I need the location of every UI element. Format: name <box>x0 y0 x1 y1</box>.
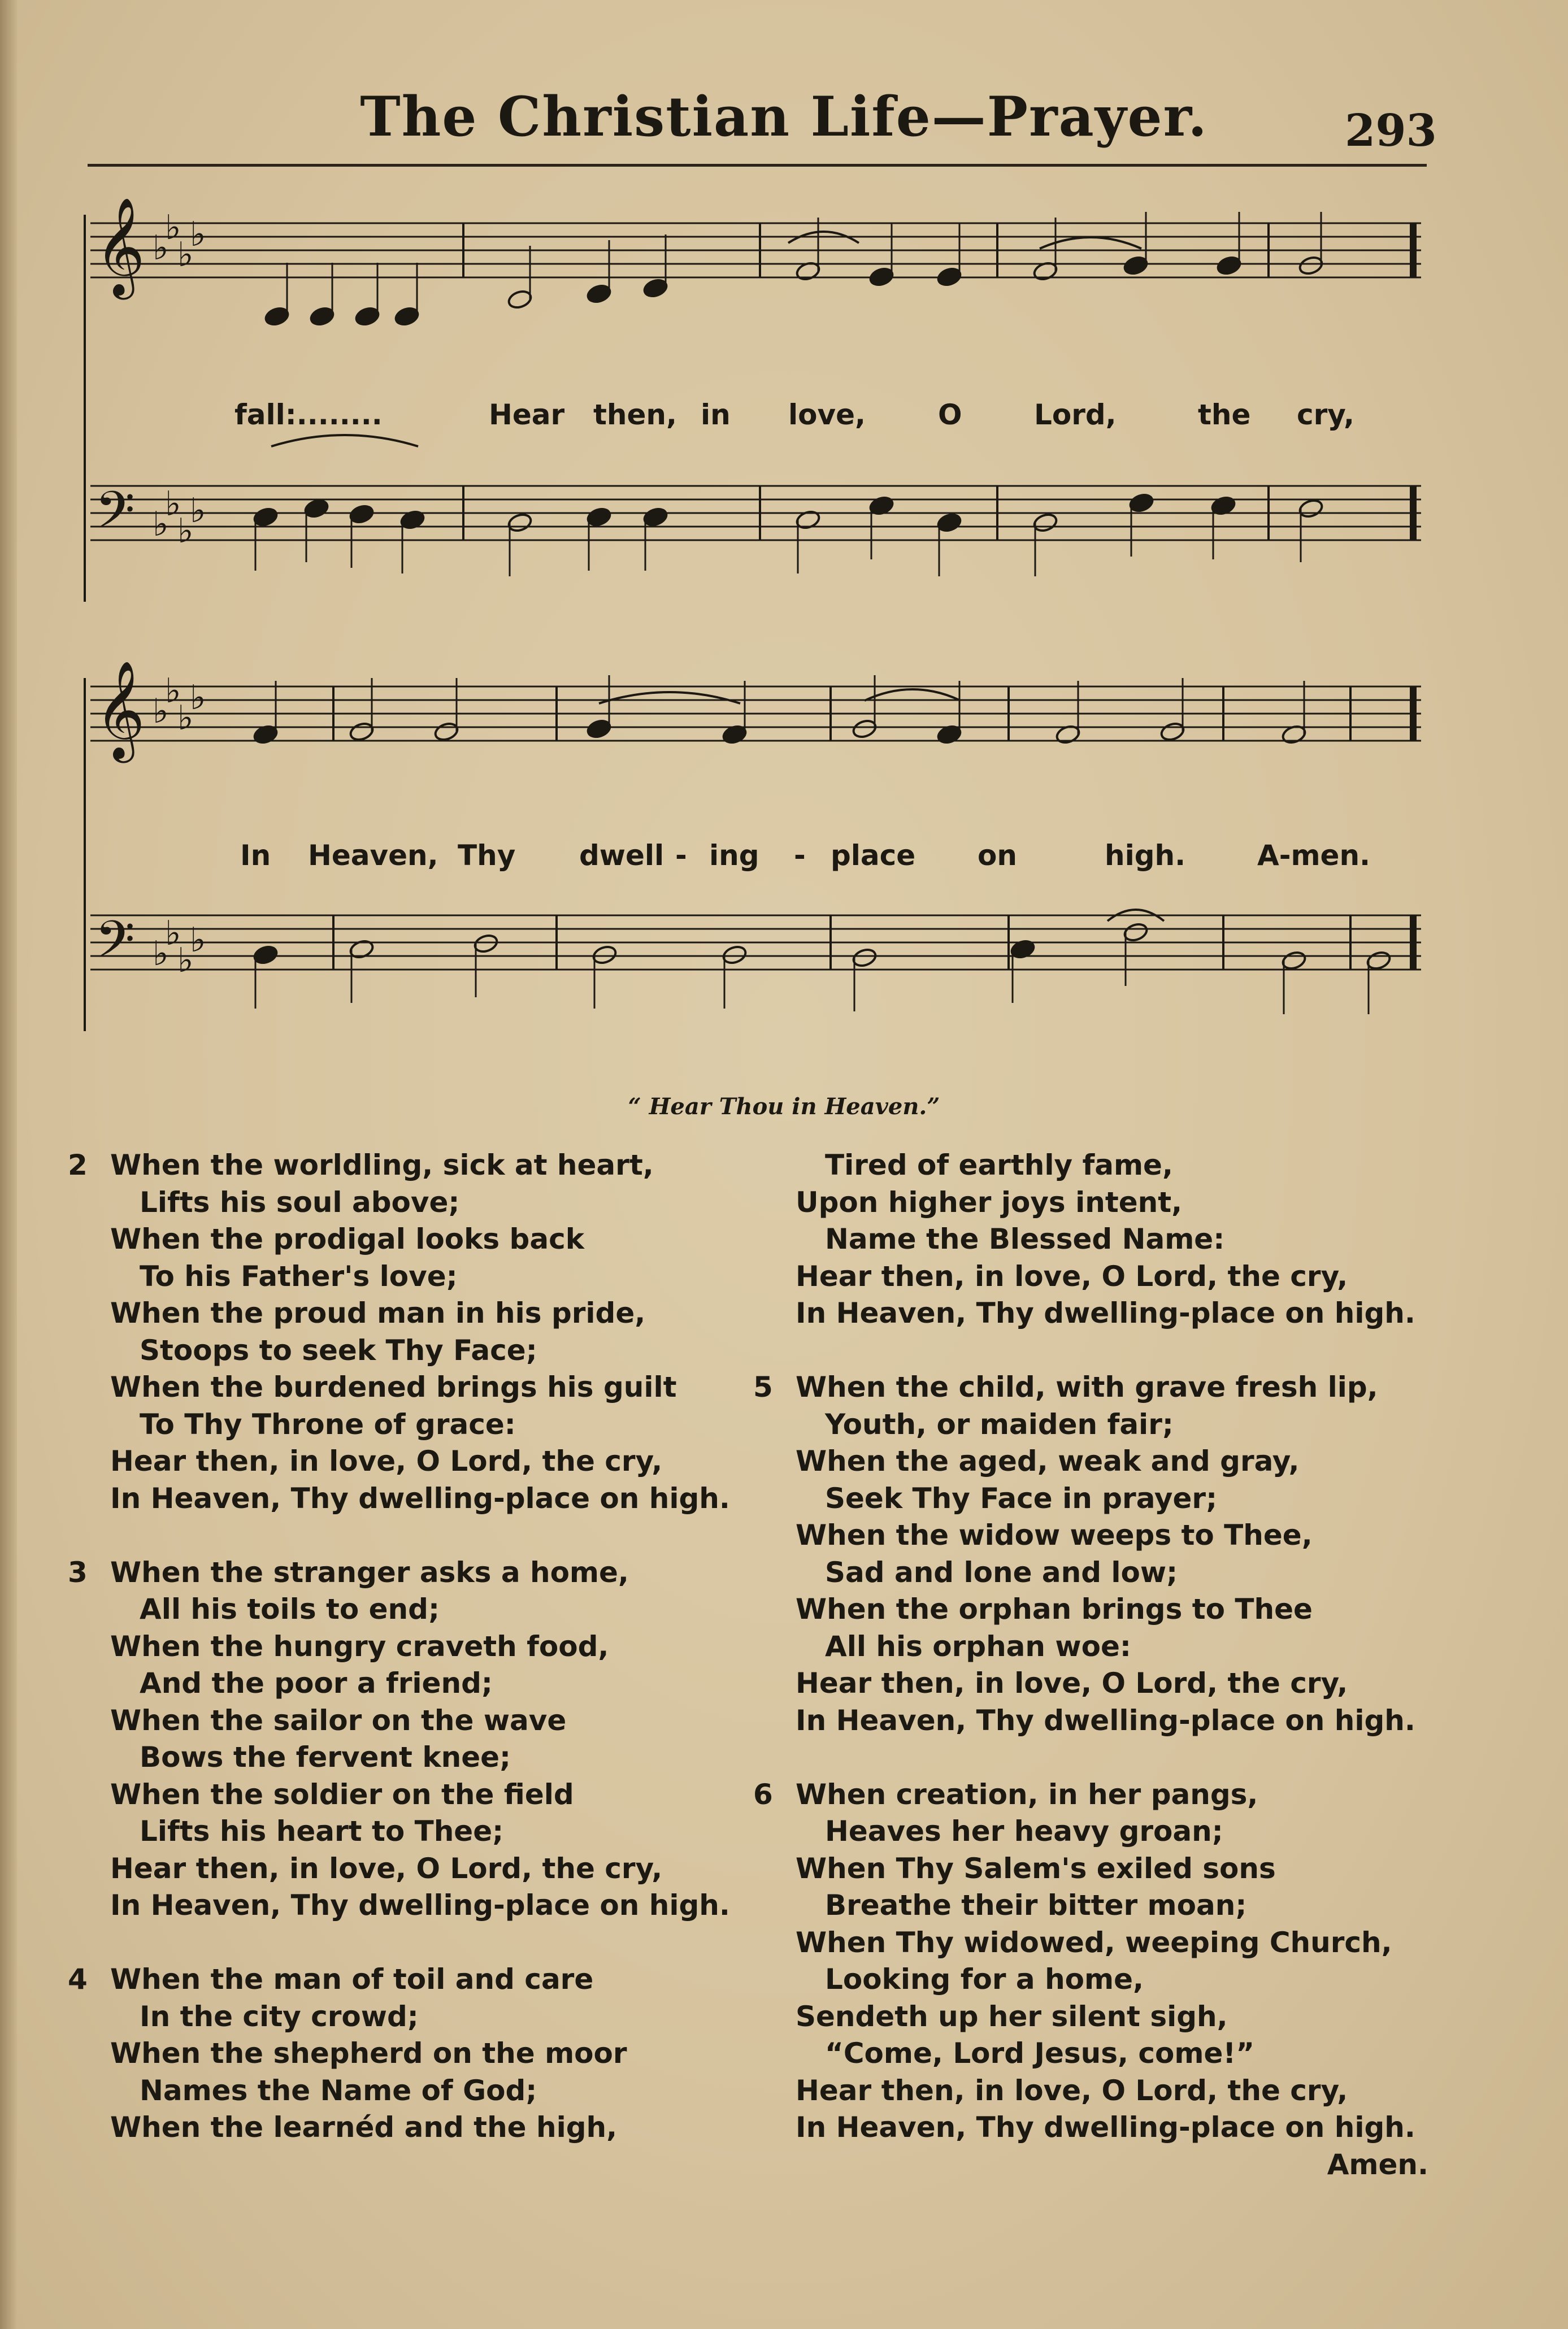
lyric-s1-2: then, <box>593 398 677 431</box>
bass-clef: 𝄢 <box>95 910 135 982</box>
notehead <box>507 512 533 533</box>
notehead <box>349 503 375 525</box>
verse-line: Sad and lone and low; <box>825 1555 1178 1589</box>
verse-line: All his toils to end; <box>140 1593 440 1626</box>
verse-line: When the proud man in his pride, <box>110 1297 646 1329</box>
verse-3 <box>68 1554 766 1924</box>
page-number: 293 <box>1345 105 1437 157</box>
verse-line: When the learnéd and the high, <box>110 2111 618 2144</box>
notehead <box>1298 498 1324 519</box>
lyric-s1-5: O <box>938 398 962 431</box>
final-barline <box>1410 223 1415 277</box>
verse-line: When the sailor on the wave <box>110 1704 567 1737</box>
verse-number: 2 <box>68 1149 88 1181</box>
notehead <box>303 498 329 519</box>
verse-line: In Heaven, Thy dwelling-place on high. <box>796 2111 1415 2144</box>
lyric-s2-7: place <box>831 839 916 872</box>
notehead <box>349 721 375 742</box>
flat-sign: ♭ <box>153 934 169 974</box>
flat-sign: ♭ <box>177 698 194 738</box>
flat-sign: ♭ <box>153 228 169 268</box>
verse-line: Names the Name of God; <box>140 2074 537 2107</box>
lyric-s1-6: Lord, <box>1034 398 1117 431</box>
notehead <box>1366 950 1392 971</box>
verse-line: Tired of earthly fame, <box>825 1149 1173 1181</box>
verse-line: Looking for a home, <box>825 1963 1144 1996</box>
flat-sign: ♭ <box>190 678 206 718</box>
notehead <box>592 944 618 966</box>
verses-right-column <box>753 1147 1451 2183</box>
final-barline <box>1410 686 1415 741</box>
flat-sign: ♭ <box>177 511 194 551</box>
verse-line: When the orphan brings to Thee <box>796 1593 1313 1626</box>
verse-line: When the worldling, sick at heart, <box>110 1149 654 1181</box>
notehead <box>868 266 894 288</box>
verse-line: When the prodigal looks back <box>110 1223 584 1255</box>
flat-sign: ♭ <box>153 692 169 731</box>
verse-line: Lifts his heart to Thee; <box>140 1815 504 1848</box>
lyric-s2-6: - <box>794 839 806 872</box>
final-barline <box>1410 486 1415 540</box>
verse-line: Stoops to seek Thy Face; <box>140 1333 537 1367</box>
lyric-s1-8: cry, <box>1297 398 1355 431</box>
verse-line: When the aged, weak and gray, <box>796 1445 1300 1478</box>
verse-line: When the soldier on the field <box>110 1778 574 1811</box>
notehead <box>309 306 335 327</box>
verse-line: Name the Blessed Name: <box>825 1223 1225 1255</box>
verse-4 <box>68 1961 766 2146</box>
flat-sign: ♭ <box>177 235 194 275</box>
lyric-s2-2: Thy <box>458 839 516 872</box>
verse-line: And the poor a friend; <box>140 1667 493 1700</box>
verse-line: In Heaven, Thy dwelling-place on high. <box>110 1481 730 1515</box>
notehead <box>507 289 533 310</box>
verse-line: In Heaven, Thy dwelling-place on high. <box>110 1889 730 1922</box>
lyric-s1-4: love, <box>788 398 866 431</box>
notehead <box>354 306 380 327</box>
verses-left-column <box>68 1147 766 2146</box>
slur <box>599 692 740 703</box>
verse-line: Hear then, in love, O Lord, the cry, <box>796 1259 1348 1293</box>
page-title: The Christian Life—Prayer. <box>360 85 1208 149</box>
lyric-s2-1: Heaven, <box>308 839 438 872</box>
slur <box>271 435 418 446</box>
notehead <box>253 506 279 528</box>
verse-line: When creation, in her pangs, <box>796 1778 1258 1811</box>
verse-line: Lifts his soul above; <box>140 1185 460 1219</box>
lyric-s1-7: the <box>1198 398 1251 431</box>
treble-clef: 𝄞 <box>95 661 145 759</box>
treble-clef: 𝄞 <box>95 197 145 296</box>
notehead <box>433 721 459 742</box>
verse-line: In the city crowd; <box>140 2000 419 2033</box>
verse-line: When the hungry craveth food, <box>110 1630 609 1663</box>
flat-sign: ♭ <box>177 941 194 980</box>
verse-line: To his Father's love; <box>140 1259 458 1293</box>
verse-line: In Heaven, Thy dwelling-place on high. <box>796 1704 1415 1737</box>
notehead <box>586 718 612 740</box>
bass-clef: 𝄢 <box>95 480 135 553</box>
notehead <box>394 306 420 327</box>
slur <box>865 689 961 701</box>
verse-number: 4 <box>68 1963 88 1996</box>
flat-sign: ♭ <box>165 208 181 247</box>
verse-number: 5 <box>753 1371 773 1404</box>
verse-line: Heaves her heavy groan; <box>825 1815 1223 1848</box>
amen-text: Amen. <box>1327 2148 1428 2181</box>
notehead <box>1216 255 1242 276</box>
verse-line: When Thy Salem's exiled sons <box>796 1852 1276 1885</box>
notehead <box>1032 512 1058 533</box>
verse-line: “Come, Lord Jesus, come!” <box>825 2037 1255 2070</box>
verse-line: Breathe their bitter moan; <box>825 1889 1247 1922</box>
verse-number: 6 <box>753 1778 773 1811</box>
notehead <box>936 266 962 288</box>
lyric-s2-5: ing <box>709 839 759 872</box>
final-barline <box>1410 915 1415 970</box>
notehead <box>253 944 279 966</box>
flat-sign: ♭ <box>165 484 181 524</box>
notehead <box>722 944 748 966</box>
notehead <box>1281 950 1307 971</box>
notehead <box>1159 721 1185 742</box>
verse-line: Seek Thy Face in prayer; <box>825 1481 1218 1515</box>
notehead <box>586 506 612 528</box>
notehead <box>473 933 499 954</box>
notehead <box>1128 492 1154 514</box>
notehead <box>642 277 668 299</box>
flat-sign: ♭ <box>190 920 206 960</box>
tune-caption: “ Hear Thou in Heaven.” <box>628 1093 940 1120</box>
verse-line: All his orphan woe: <box>825 1630 1131 1663</box>
verse-line: Bows the fervent knee; <box>140 1741 511 1774</box>
notehead <box>264 306 290 327</box>
flat-sign: ♭ <box>190 215 206 254</box>
lyric-s2-10: A-men. <box>1257 839 1371 872</box>
notehead <box>852 718 878 740</box>
verse-line: Sendeth up her silent sigh, <box>796 2000 1228 2033</box>
lyric-s2-0: In <box>240 839 271 872</box>
verse-line: When the child, with grave fresh lip, <box>796 1371 1378 1404</box>
verse-line: Hear then, in love, O Lord, the cry, <box>796 1667 1348 1700</box>
verse-line: When the man of toil and care <box>110 1963 594 1996</box>
verse-line: In Heaven, Thy dwelling-place on high. <box>796 1297 1415 1329</box>
verse-5 <box>753 1369 1451 1739</box>
lyric-s2-4: - <box>675 839 687 872</box>
verse-line: Upon higher joys intent, <box>796 1185 1183 1219</box>
verse-number: 3 <box>68 1555 88 1589</box>
notehead <box>1123 255 1149 276</box>
verse-6 <box>753 1776 1451 2146</box>
notehead <box>642 506 668 528</box>
notehead <box>936 512 962 533</box>
lyric-s2-3: dwell <box>579 839 664 872</box>
verse-4-continued <box>796 1147 1451 1332</box>
lyric-s2-9: high. <box>1105 839 1186 872</box>
flat-sign: ♭ <box>165 671 181 711</box>
verse-line: Hear then, in love, O Lord, the cry, <box>110 1445 663 1478</box>
musical-score <box>0 0 1568 1074</box>
notehead <box>1123 922 1149 943</box>
verse-line: Youth, or maiden fair; <box>825 1407 1174 1441</box>
notehead <box>1298 255 1324 276</box>
flat-sign: ♭ <box>153 505 169 544</box>
verse-line: When the stranger asks a home, <box>110 1555 629 1589</box>
notehead <box>852 947 878 968</box>
lyric-s1-3: in <box>701 398 731 431</box>
flat-sign: ♭ <box>190 491 206 531</box>
lyric-s1-0: fall:........ <box>234 398 383 431</box>
verse-line: To Thy Throne of grace: <box>140 1407 516 1441</box>
verse-line: Hear then, in love, O Lord, the cry, <box>110 1852 663 1885</box>
verse-line: Hear then, in love, O Lord, the cry, <box>796 2074 1348 2107</box>
verse-line: When the widow weeps to Thee, <box>796 1519 1313 1552</box>
lyric-s2-8: on <box>978 839 1017 872</box>
notehead <box>586 283 612 305</box>
flat-sign: ♭ <box>165 914 181 953</box>
verse-line: When the shepherd on the moor <box>110 2037 627 2070</box>
lyric-s1-1: Hear <box>489 398 565 431</box>
verse-2 <box>68 1147 766 1517</box>
verse-line: When the burdened brings his guilt <box>110 1371 677 1404</box>
verse-line: When Thy widowed, weeping Church, <box>796 1926 1392 1959</box>
